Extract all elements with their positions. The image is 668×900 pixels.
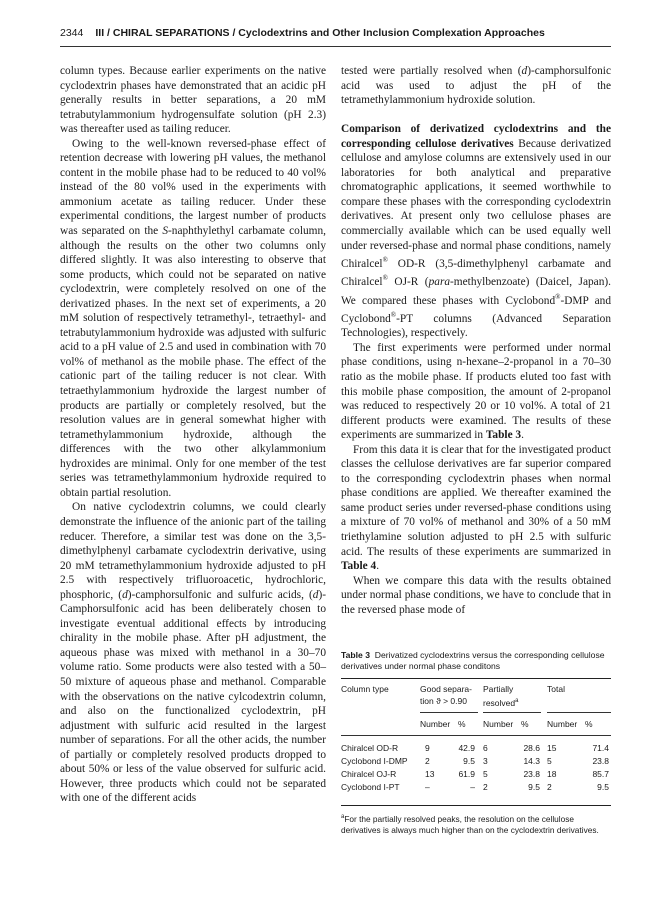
cell-good-pct: 61.9 — [458, 768, 475, 779]
right-column — [341, 64, 611, 617]
cell-good-pct: 42.9 — [458, 742, 475, 753]
cell-part-n: 3 — [483, 755, 488, 766]
cell-part-pct: 14.3 — [523, 755, 540, 766]
cell-total-pct: 9.5 — [597, 781, 609, 792]
cell-part-pct: 9.5 — [528, 781, 540, 792]
paragraph-left-2: Owing to the well-known reversed-phase effect of retention decrease with lowering pH values, the methanol content in the mobile phase had to be reduced to 40 vol% instead of the 80 vol% used in the experiments with ammonium acetate as tailing reducer. Under these experimental conditions, the largest number of products was separated on the S-naphthylethyl carbamate column, although the results on the other two columns only differed slightly. It was also interesting to observe that some products, which could not be separated on native cyclodextrin, were completely resolved on one of the derivatized phases. In the next set of experiments, a 20 mM solution of respectively tetramethyl-, tetraethyl- and tetrabutylammonium hydroxide was adjusted with sulfuric acid to a pH value of 2.5 and used in combination with 70 vol% of methanol as the mobile phase. The effect of the cationic part of the tailing reducer is not clear. With tetraethylammonium hydroxide the largest number of products are partially or completely resolved, but the resolution values are in general somewhat higher with tetramethylammonium hydroxide, although the differences with the two other alkylammonium hydroxides are minimal. Only for one member of the test series was tetramethylammonium hydroxide required to obtain partial resolution. — [60, 137, 326, 499]
paragraph-left-3: On native cyclodextrin columns, we could clearly demonstrate the influence of the anionic part of the tailing reducer. Therefore, a similar test was done on the 3,5-dimethylphenyl carbamate cyclodextrin derivative, using 20 mM tetramethylammonium hydroxide adjusted to pH 2.5 with respectively trifluoroacetic, hydrochloric, phosphoric, (d)-camphorsulfonic and sulfuric acids, (d)-Camphorsulfonic acid has been deliberately chosen to investigate eventual additional effects by introducing chirality in the mobile phase. After pH adjustment, the aqueous phase was mixed with methanol in a 30–70 volume ratio. Some products were also tested with a 50–50 mixture of aqueous phase and methanol. Comparable with the observations on the native cylcodextrin column, and also on the functionalized cyclodextrin, pH adjustment with sulfuric acid resulted in the largest number of separations. For all the other acids, the number of partially or completely resolved products dropped to about 50% or less of the value observed for sulfuric acid. However, three products which could not be separated with one of the different acids — [60, 501, 326, 805]
table-4-reference: Table 4 — [341, 560, 377, 573]
cell-column: Chiralcel OD-R — [341, 742, 399, 753]
table-3 — [341, 650, 611, 836]
table-3-reference: Table 3 — [485, 429, 522, 442]
cell-total-pct: 71.4 — [592, 742, 609, 753]
header-total-percent: % — [585, 718, 593, 729]
cell-good-pct: – — [470, 781, 475, 792]
paragraph-right-4: From this data it is clear that for the investigated product classes the cellulose derivatives are far superior compared to the corresponding cyclodextrin phases when normal phase conditions are applied. We thereafter examined the same product series under reversed-phase conditions using a mixture of 70 vol% of methanol and 30% of a 50 mM triethylamine solution adjusted to pH 2.5 with sulfuric acid. The results of these experiments are summarized in Table 4. — [341, 443, 611, 573]
cell-good-pct: 9.5 — [463, 755, 475, 766]
cell-total-n: 2 — [547, 781, 552, 792]
page-number: 2344 — [60, 27, 84, 39]
cell-good-n: 9 — [425, 742, 430, 753]
cell-good-n: 2 — [425, 755, 430, 766]
header-rule-good — [420, 712, 478, 713]
cell-total-n: 18 — [547, 768, 557, 779]
header-partial-line2: resolved$^a$ — [483, 697, 519, 708]
header-partial-number: Number — [483, 718, 514, 729]
cell-column: Cyclobond I-PT — [341, 781, 400, 792]
cell-column: Chiralcel OJ-R — [341, 768, 397, 779]
left-column — [60, 64, 326, 806]
cell-total-pct: 23.8 — [592, 755, 609, 766]
header-partial-percent: % — [521, 718, 529, 729]
cell-column: Cyclobond I-DMP — [341, 755, 408, 766]
running-title: III / CHIRAL SEPARATIONS / Cyclodextrins and Other Inclusion Complexation Approaches — [95, 27, 545, 39]
running-header — [60, 26, 611, 47]
table-footnote: $^a$For the partially resolved peaks, the resolution on the cellulose derivatives is always much higher than on the cyclodextrin derivatives. — [341, 813, 599, 835]
paragraph-left-1: column types. Because earlier experiments on the native cyclodextrin phases have demonstrated that an acidic pH generally results in better separations, a 20 mM tetrabutylammonium hydrogensulfate solution (pH 2.3) was thereafter used as tailing reducer. — [60, 65, 326, 136]
header-rule-total — [547, 712, 611, 713]
paragraph-right-3: The first experiments were performed under normal phase conditions, using n-hexane–2-propanol in a 70–30 ratio as the mobile phase. If products eluted too fast with this mobile phase composition, the amount of 2-propanol was reduced to respectively 20 or 10 vol%. A total of 21 different products were examined. The results of these experiments are summarized in Table 3. — [341, 341, 611, 442]
cell-part-n: 5 — [483, 768, 488, 779]
header-good: Good separa- — [420, 683, 472, 694]
cell-total-n: 5 — [547, 755, 552, 766]
table-grid — [341, 678, 611, 806]
cell-part-n: 2 — [483, 781, 488, 792]
header-good-number: Number — [420, 718, 451, 729]
header-total: Total — [547, 683, 565, 694]
paragraph-comparison: Comparison of derivatized cyclodextrins and the corresponding cellulose derivatives Because derivatized cellulose and amylose columns are extensively used in our laboratories for both analytical and preparative chromatographic applications, it seemed worthwhile to compare these phases with the corresponding cyclodextrin derivatives. At present only two cellulose phases are commercially available which can be used equally well under reversed-phase and normal phase conditions, namely Chiralcel® OD-R (3,5-dimethylphenyl carbamate and Chiralcel® OJ-R (para-methylbenzoate) (Daicel, Japan). We compared these phases with Cyclobond®-DMP and Cyclobond®-PT columns (Advanced Separation Technologies), respectively. — [341, 123, 611, 340]
header-body-rule — [341, 735, 611, 736]
cell-good-n: – — [425, 781, 430, 792]
header-rule-partial — [483, 712, 541, 713]
paragraph-right-1: tested were partially resolved when (d)-camphorsulfonic acid was used to adjust the pH of the tetramethylammonium hydroxide solution. — [341, 65, 611, 107]
cell-part-pct: 23.8 — [523, 768, 540, 779]
cell-good-n: 13 — [425, 768, 435, 779]
header-column-type: Column type — [341, 683, 389, 694]
header-partial: Partially — [483, 683, 514, 694]
cell-total-n: 15 — [547, 742, 557, 753]
header-good-percent: % — [458, 718, 466, 729]
section-heading: Comparison of derivatized cyclodextrins and the corresponding cellulose derivatives — [341, 123, 611, 150]
cell-part-pct: 28.6 — [523, 742, 540, 753]
header-total-number: Number — [547, 718, 578, 729]
paragraph-right-5: When we compare this data with the results obtained under normal phase conditions, we have to conclude that in the reversed phase mode of — [341, 574, 611, 616]
table-caption: Table 3 Derivatized cyclodextrins versus the corresponding cellulose derivatives under normal phase conditons — [341, 650, 605, 672]
cell-part-n: 6 — [483, 742, 488, 753]
cell-total-pct: 85.7 — [592, 768, 609, 779]
header-good-line2: tion ϑ > 0.90 — [420, 695, 467, 706]
